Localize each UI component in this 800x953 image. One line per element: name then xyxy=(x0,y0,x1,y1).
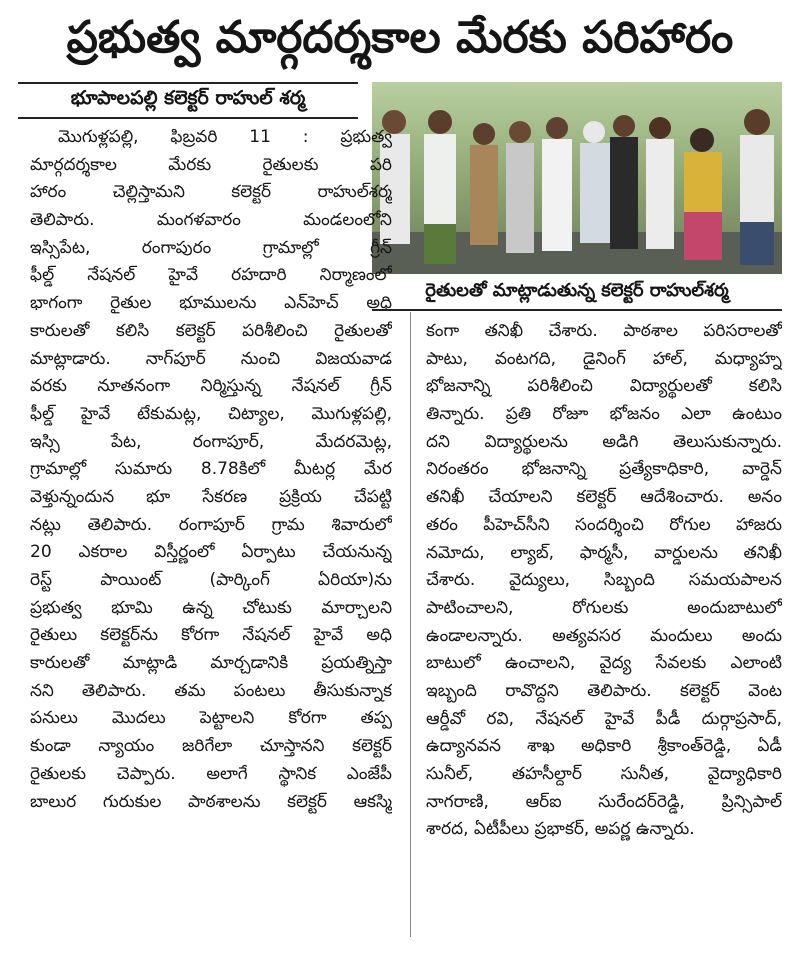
text-line: చేశారు. వైద్యులు, సిబ్బంది సమయపాలన xyxy=(426,570,782,591)
text-line: భోజనాన్ని పరిశీలించి విద్యార్థులతో కలిసి xyxy=(426,376,782,397)
text-line: కుండా న్యాయం జరిగేలా చూస్తానని కలెక్టర్ xyxy=(30,736,392,757)
text-line: గ్రామాల్లో సుమారు 8.78కిలో మీటర్ల మేర xyxy=(30,459,392,480)
text-line: తెలిపారు. మంగళవారం మండలంలోని xyxy=(30,210,392,231)
text-line: మార్గదర్శకాల మేరకు రైతులకు పరి xyxy=(30,154,392,175)
text-line: మాట్లాడారు. నాగ్‌పూర్ నుంచి విజయవాడ xyxy=(30,348,392,369)
text-line: తనిఖీ చేయాలని కలెక్టర్ ఆదేశించారు. అనం xyxy=(426,487,782,508)
news-photo xyxy=(372,82,782,274)
text-line: సునీల్, తహసీల్దార్ సునీత, వైద్యాధికారి xyxy=(426,764,782,784)
photo-caption: రైతులతో మాట్లాడుతున్న కలెక్టర్ రాహుల్‌శర్మ xyxy=(372,280,782,311)
text-line: 20 ఎకరాల విస్తీర్ణంలో ఏర్పాటు చేయనున్న xyxy=(30,542,392,563)
text-line: కారులతో కలిసి కలెక్టర్ పరిశీలించి రైతులతో xyxy=(30,320,392,341)
text-line: ఫీల్డ్ నేషనల్ హైవే రహదారి నిర్మాణంలో xyxy=(30,265,392,286)
text-line: నమోదు, ల్యాబ్, ఫార్మసీ, వార్డులను తనిఖీ xyxy=(426,542,782,563)
text-line: నిరంతరం భోజనాన్ని ప్రత్యేకాధికారి, వార్డెన్ xyxy=(426,459,782,480)
text-line: తిన్నారు. ప్రతి రోజూ భోజనం ఎలా ఉంటుం xyxy=(426,404,782,425)
text-line: నని తెలిపారు. తమ పంటలు తీసుకున్నాక xyxy=(30,680,392,701)
text-line: కారులతో మాట్లాడి మార్చడానికి ప్రయత్నిస్తా xyxy=(30,653,392,674)
text-line: ఫీల్డ్ హైవే టేకుమట్ల, చిట్యాల, మొగుళ్లపల్లి, xyxy=(30,403,392,424)
text-line: రైతులు కలెక్టర్‌ను కోరగా నేషనల్ హైవే అధి xyxy=(30,625,392,646)
text-line: తరం పీహెచ్‌సీని సందర్శించి రోగుల హాజరు xyxy=(426,514,782,535)
text-line: మొగుళ్లపల్లి, ఫిబ్రవరి 11 : ప్రభుత్వ xyxy=(58,127,392,147)
text-line: ఉద్యానవన శాఖ అధికారి శ్రీకాంత్‌రెడ్డి, ఏడీ xyxy=(426,736,782,757)
text-line: భాగంగా రైతుల భూములను ఎన్‌హెచ్ అధి xyxy=(30,293,392,314)
text-line: రెస్ట్ పాయింట్ (పార్కింగ్ ఏరియా)ను xyxy=(30,570,392,590)
text-line: వరకు నూతనంగా నిర్మిస్తున్న నేషనల్ గ్రీన్ xyxy=(30,376,392,397)
text-line: ఇస్సి పేట, రంగాపూర్, మేదరమెట్ల, xyxy=(30,431,392,452)
text-line: పనులు మొదలు పెట్టాలని కోరగా తప్ప xyxy=(30,708,392,729)
text-line: బాటులో ఉంచాలని, వైద్య సేవలకు ఎలాంటి xyxy=(426,653,782,674)
text-line: పాటు, వంటగది, డైనింగ్ హాల్, మధ్యాహ్న xyxy=(426,348,782,369)
text-line: నట్లు తెలిపారు. రంగాపూర్ గ్రామ శివారులో xyxy=(30,514,392,535)
text-line: శారద, ఏటీపీలు ప్రభాకర్, అపర్ణ ఉన్నారు. xyxy=(426,819,695,840)
subheadline: భూపాలపల్లి కలెక్టర్ రాహుల్ శర్మ xyxy=(18,82,358,119)
article-column-2 xyxy=(426,318,782,844)
text-line: కంగా తనిఖీ చేశారు. పాఠశాల పరిసరాలతో xyxy=(426,321,782,341)
headline: ప్రభుత్వ మార్గదర్శకాల మేరకు పరిహారం xyxy=(66,12,734,63)
text-line: ఇబ్బంది రావొద్దని తెలిపారు. కలెక్టర్ వెంట xyxy=(426,680,782,701)
text-line: పాటించాలని, రోగులకు అందుబాటులో xyxy=(426,597,782,618)
column-divider xyxy=(410,312,411,937)
text-line: హారం చెల్లిస్తామని కలెక్టర్ రాహుల్‌శర్మ xyxy=(30,182,392,203)
text-line: ఆర్డీవో రవి, నేషనల్ హైవే పీడీ దుర్గాప్రసాద్, xyxy=(426,708,782,729)
text-line: ఉండాలన్నారు. అత్యవసర మందులు అందు xyxy=(426,625,782,646)
text-line: ఇస్సిపేట, రంగాపురం గ్రామాల్లో గ్రీన్ xyxy=(30,237,392,258)
text-line: ప్రభుత్వ భూమి ఉన్న చోటుకు మార్చాలని xyxy=(30,597,392,618)
text-line: వెళ్తున్నందున భూ సేకరణ ప్రక్రియ చేపట్టి xyxy=(30,486,392,507)
text-line: రైతులకు చెప్పారు. అలాగే స్థానిక ఎంజేపీ xyxy=(30,763,392,784)
text-line: బాలుర గురుకుల పాఠశాలను కలెక్టర్ ఆకస్మి xyxy=(30,791,392,812)
text-line: నాగరాణి, ఆర్ఐ సురేందర్‌రెడ్డి, ప్రిన్సిపాల్ xyxy=(426,791,782,812)
article-column-1 xyxy=(30,124,392,816)
text-line: దని విద్యార్థులను అడిగి తెలుసుకున్నారు. xyxy=(426,431,782,452)
